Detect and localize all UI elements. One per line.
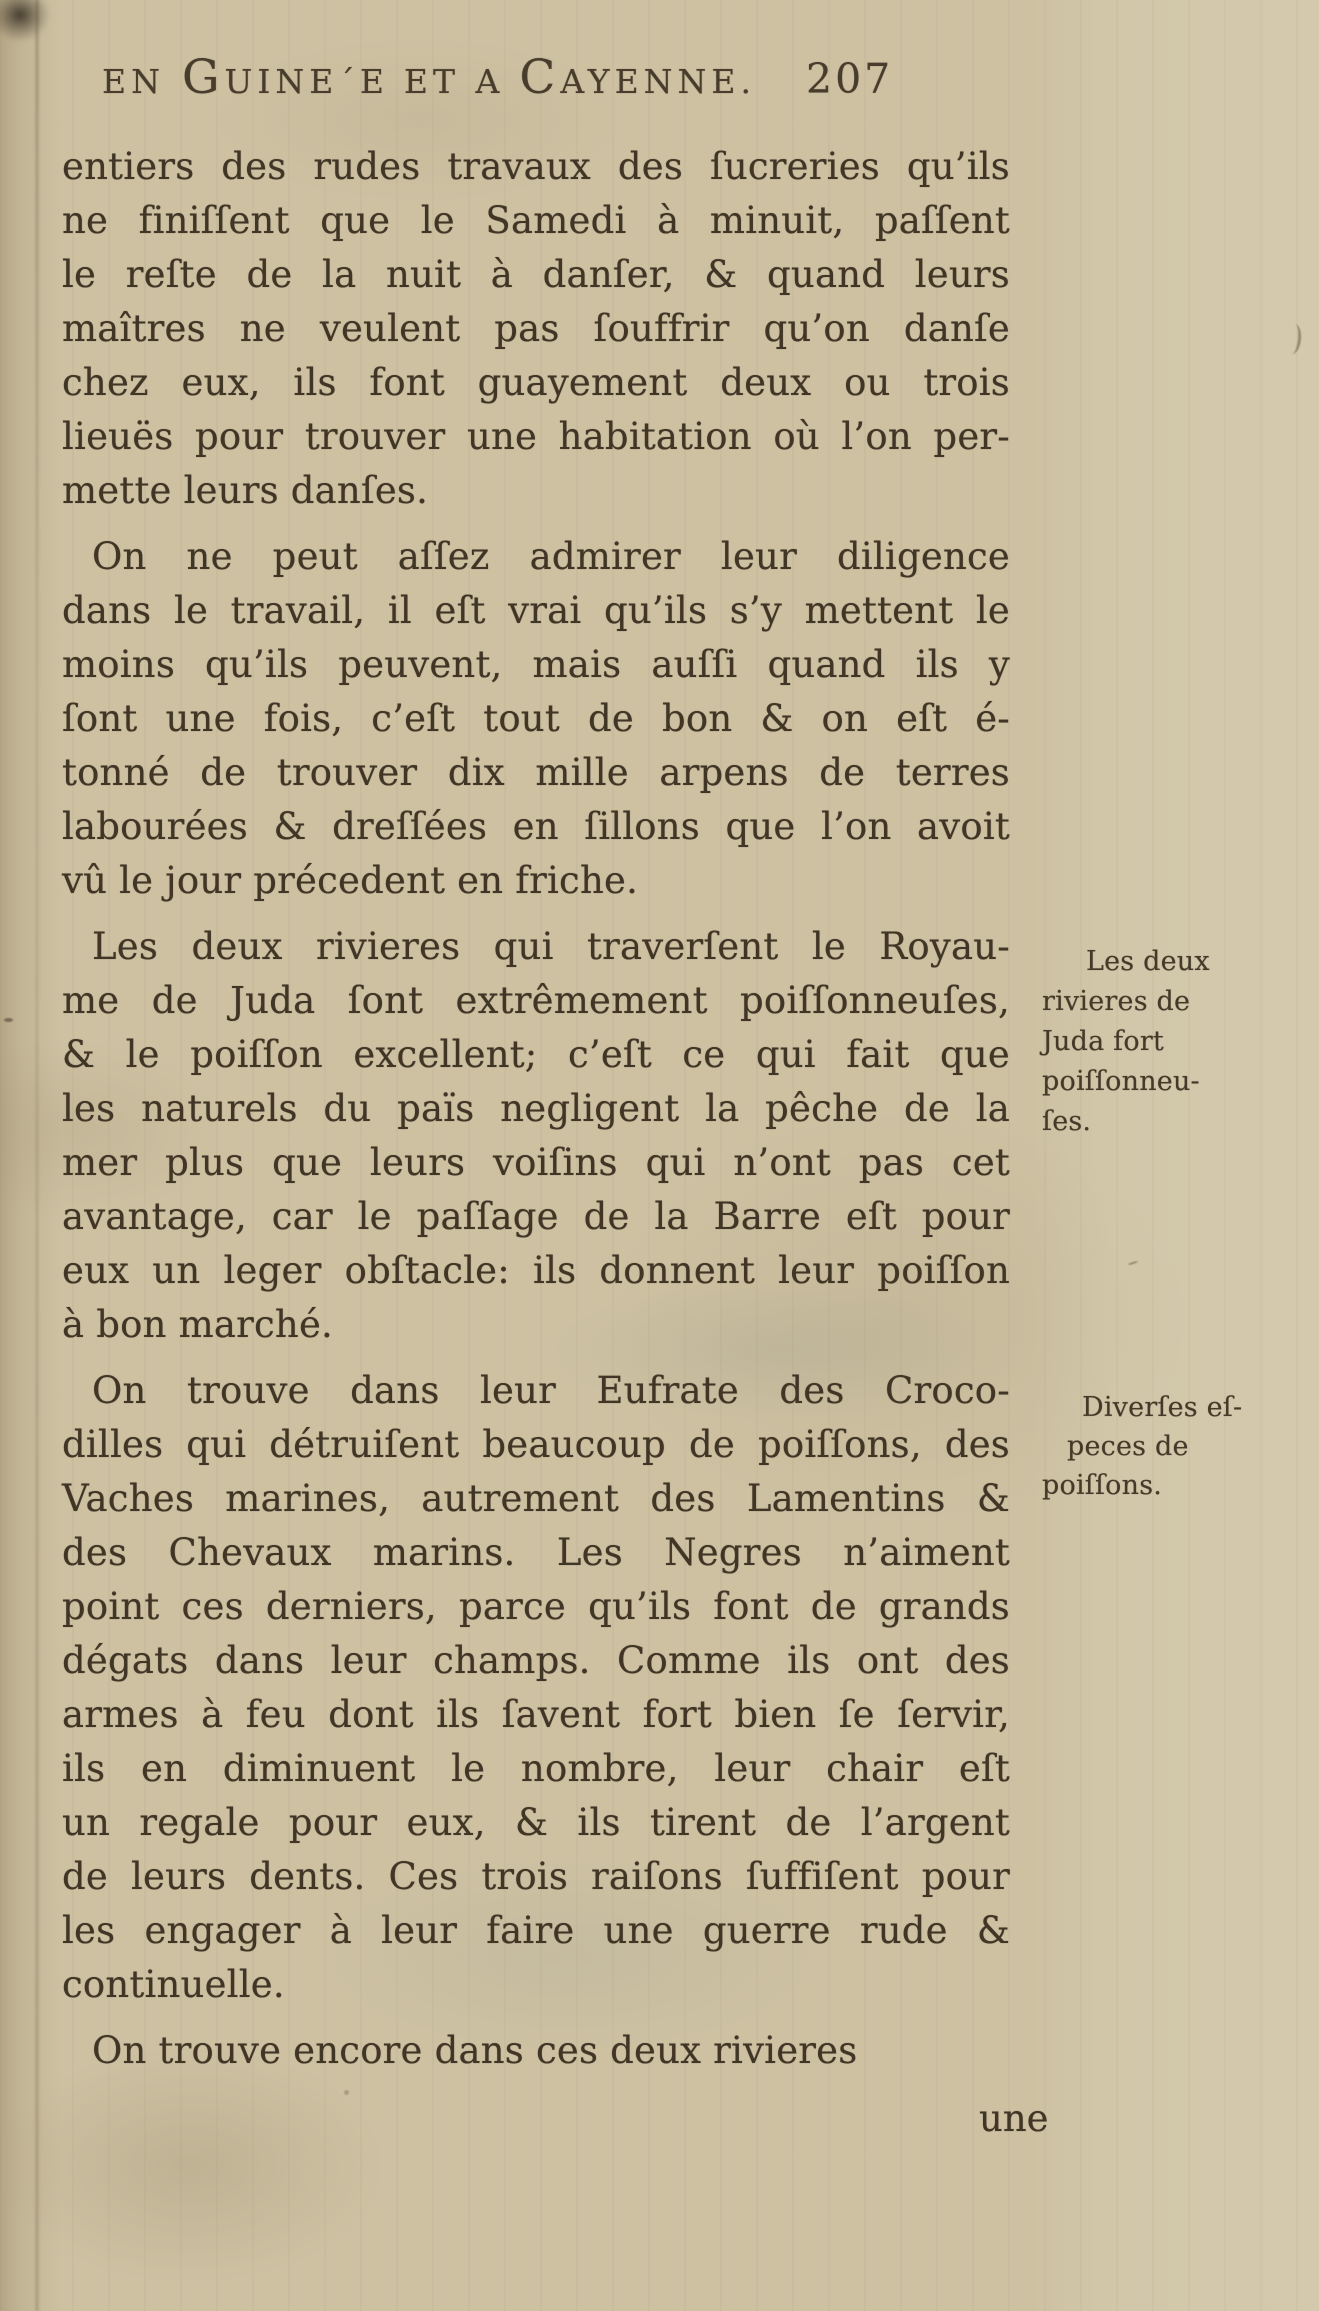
text-line: dans le travail, il eſt vrai qu’ils s’y mettent le [62, 589, 1010, 632]
header-word-cayenne: CAYENNE. [519, 50, 757, 105]
text-line: eux un leger obſtacle: ils donnent leur poiſſon [62, 1249, 1010, 1292]
paper-speck [1128, 1261, 1138, 1266]
running-header [102, 50, 893, 105]
text-line: tonné de trouver dix mille arpens de terres [62, 751, 1010, 794]
text-line: armes à feu dont ils ſavent fort bien ſe ſervir, [62, 1693, 1010, 1736]
text-line: On trouve dans leur Eufrate des Croco- [92, 1369, 1010, 1412]
catchword: une [979, 2097, 1049, 2140]
text-line: ne finiſſent que le Samedi à minuit, paſſent [62, 199, 1010, 242]
text-line: Vaches marines, autrement des Lamentins & [62, 1477, 1010, 1520]
page-gutter-seam [35, 0, 39, 2311]
text-line: On ne peut aſſez admirer leur diligence [92, 535, 1010, 578]
header-connector: ET A [403, 62, 505, 101]
paper-speck [4, 1018, 13, 1022]
text-line: les naturels du païs negligent la pêche de la [62, 1087, 1010, 1130]
text-line: un regale pour eux, & ils tirent de l’argent [62, 1801, 1010, 1844]
text-line: ſont une fois, c’eſt tout de bon & on eſt é- [62, 697, 1010, 740]
header-prefix: EN [102, 62, 165, 101]
text-line: dilles qui détruiſent beaucoup de poiſſons, des [62, 1423, 1010, 1466]
text-line: avantage, car le paſſage de la Barre eſt pour [62, 1195, 1010, 1238]
text-line: mer plus que leurs voiſins qui n’ont pas cet [62, 1141, 1010, 1184]
margin-note-rivers [1042, 942, 1300, 1142]
text-line: me de Juda ſont extrêmement poiſſonneuſes, [62, 979, 1010, 1022]
margin-note-fish [1042, 1388, 1300, 1505]
margin-note-line: Juda fort [1042, 1026, 1164, 1057]
text-line: moins qu’ils peuvent, mais auſſi quand ils y [62, 643, 1010, 686]
page-number: 207 [806, 55, 894, 103]
text-line: point ces derniers, parce qu’ils font de grands [62, 1585, 1010, 1628]
text-line: entiers des rudes travaux des ſucreries qu’ils [62, 145, 1010, 188]
text-line: labourées & dreſſées en ſillons que l’on avoit [62, 805, 1010, 848]
text-line: à bon marché. [62, 1303, 334, 1346]
paper-speck [344, 2090, 349, 2095]
text-line: des Chevaux marins. Les Negres n’aiment [62, 1531, 1010, 1574]
text-line: maîtres ne veulent pas ſouffrir qu’on danſe [62, 307, 1010, 350]
text-line: de leurs dents. Ces trois raiſons ſuffiſent pour [62, 1855, 1010, 1898]
margin-note-line: ſes. [1042, 1106, 1092, 1137]
text-line: & le poiſſon excellent; c’eſt ce qui fait que [62, 1033, 1010, 1076]
margin-note-line: Les deux [1086, 946, 1210, 977]
text-line: continuelle. [62, 1963, 285, 2006]
text-line: le reſte de la nuit à danſer, & quand leurs [62, 253, 1010, 296]
text-line: vû le jour précedent en friche. [62, 859, 639, 902]
header-word-guinee: GUINE´E [181, 50, 389, 105]
text-line: dégats dans leur champs. Comme ils ont des [62, 1639, 1010, 1682]
stray-ink-mark [1284, 323, 1302, 354]
text-line: chez eux, ils font guayement deux ou trois [62, 361, 1010, 404]
text-line: lieuës pour trouver une habitation où l’on per- [62, 415, 1010, 458]
margin-note-line: Diverſes eſ- [1082, 1392, 1243, 1423]
text-line: les engager à leur faire une guerre rude & [62, 1909, 1010, 1952]
ink-blotch [0, 0, 50, 42]
body-text [62, 140, 1010, 2078]
text-line: Les deux rivieres qui traverſent le Royau- [92, 925, 1010, 968]
margin-note-line: rivieres de [1042, 986, 1191, 1017]
margin-note-line: peces de [1067, 1431, 1189, 1462]
text-line: mette leurs danſes. [62, 469, 429, 512]
text-line: ils en diminuent le nombre, leur chair eſt [62, 1747, 1010, 1790]
margin-note-line: poiſſons. [1042, 1470, 1163, 1501]
margin-note-line: poiſſonneu- [1042, 1066, 1200, 1097]
text-line: On trouve encore dans ces deux rivieres [92, 2029, 858, 2072]
